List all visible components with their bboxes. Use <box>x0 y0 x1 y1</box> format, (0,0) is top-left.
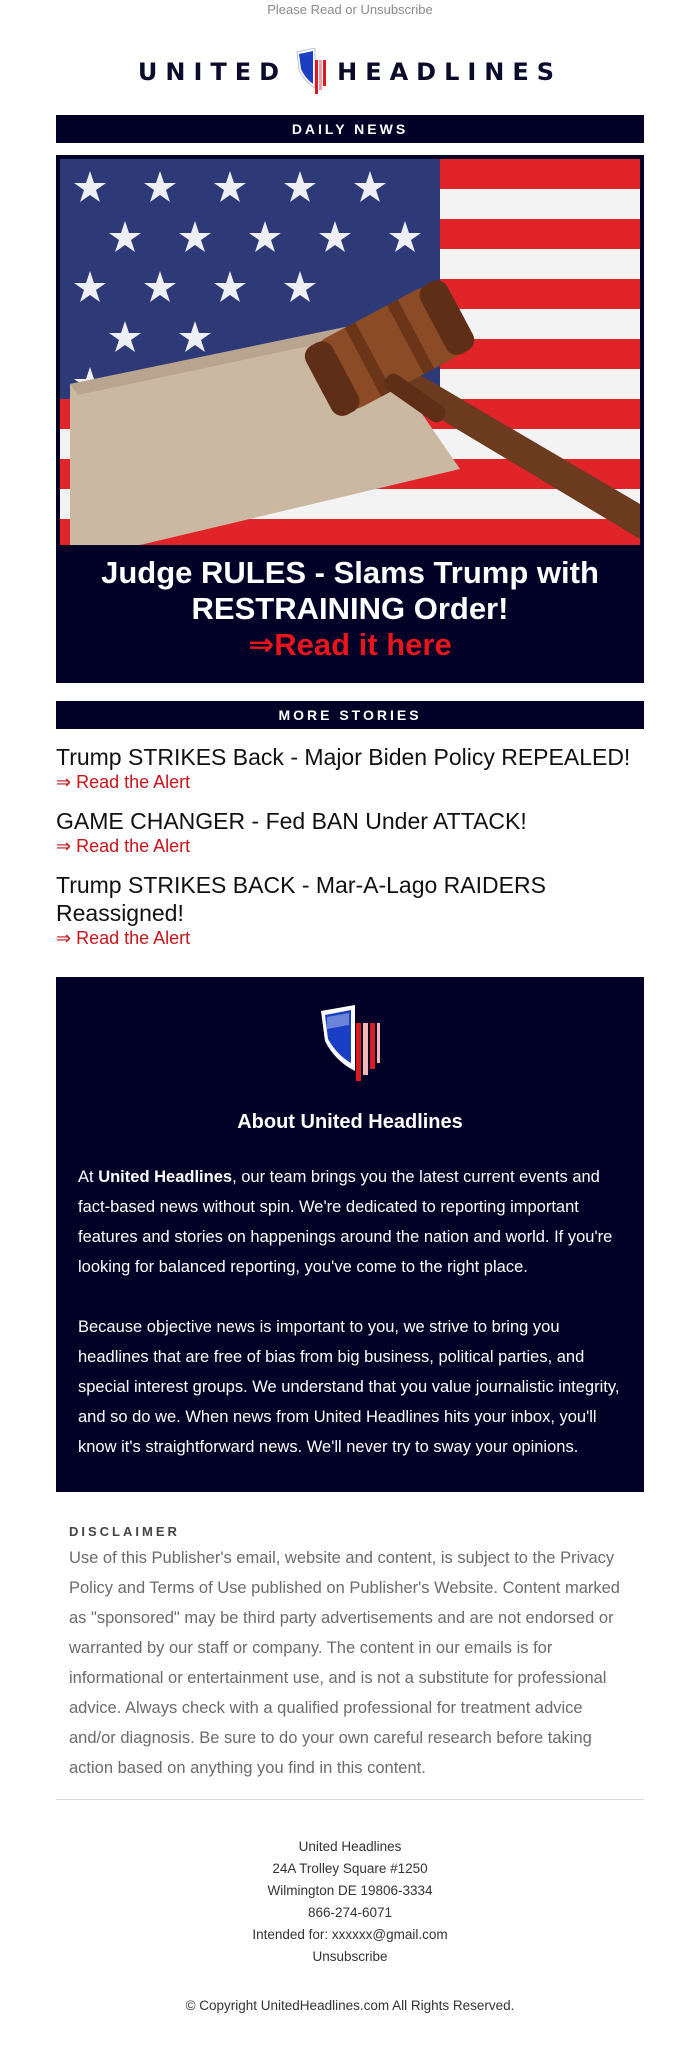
story-read-alert-link[interactable]: ⇒ Read the Alert <box>56 836 191 856</box>
logo-word-headlines: HEADLINES <box>337 58 563 86</box>
story-item[interactable] <box>56 871 644 949</box>
story-item[interactable] <box>56 743 644 793</box>
logo-word-united: UNITED <box>137 58 288 86</box>
disclaimer-section <box>56 1492 644 1799</box>
about-brand-bold: United Headlines <box>98 1168 233 1186</box>
about-text: , our team brings you the latest current events and fact-based news without spin. We're dedicated to reporting important features and stories on happenings around the nation and world. If you're looking for balanced reporting, you've come to the right place. <box>78 1168 613 1276</box>
story-read-alert-link[interactable]: ⇒ Read the Alert <box>56 772 191 792</box>
hero-story[interactable] <box>56 155 644 683</box>
disclaimer-heading: DISCLAIMER <box>69 1524 180 1539</box>
footer-unsubscribe-link[interactable]: Unsubscribe <box>312 1949 388 1964</box>
footer-address-line-2: Wilmington DE 19806-3334 <box>267 1883 433 1898</box>
about-paragraph-1 <box>78 1162 622 1282</box>
footer <box>56 1800 644 1968</box>
flag-gavel-image[interactable] <box>60 159 640 545</box>
main-content <box>56 115 644 2033</box>
story-item[interactable] <box>56 807 644 857</box>
about-paragraph-2: Because objective news is important to you, we strive to bring you headlines that are free of bias from big business, political parties, and special interest groups. We understand that you value journalistic integrity, and so do we. When news from United Headlines hits your inbox, you'll know it's straightforward news. We'll never try to sway your opinions. <box>78 1318 620 1456</box>
shield-logo-icon <box>295 48 329 96</box>
footer-intended-for: Intended for: xxxxxx@gmail.com <box>252 1927 448 1942</box>
about-text: At <box>78 1168 99 1186</box>
footer-address-line-1: 24A Trolley Square #1250 <box>272 1861 428 1876</box>
about-logo <box>78 1005 622 1085</box>
daily-news-bar: DAILY NEWS <box>56 115 644 143</box>
footer-company: United Headlines <box>298 1839 402 1854</box>
disclaimer-body: Use of this Publisher's email, website and content, is subject to the Privacy Policy and Terms of Use published on Publisher's Website. Content marked as "sponsored" may be third party advertisements and are not endorsed or warranted by our staff or company. The content in our emails is for informational or entertainment use, and is not a substitute for professional advice. Always check with a qualified professional for treatment advice and/or diagnosis. Be sure to do your own careful research before taking action based on anything you find in this content. <box>69 1549 620 1777</box>
footer-phone: 866-274-6071 <box>307 1905 393 1920</box>
copyright: © Copyright UnitedHeadlines.com All Rights Reserved. <box>185 1998 515 2013</box>
preheader <box>0 0 700 22</box>
hero-headline[interactable]: Judge RULES - Slams Trump with RESTRAINING Order! <box>101 555 599 626</box>
story-headline[interactable]: GAME CHANGER - Fed BAN Under ATTACK! <box>56 808 527 834</box>
brand-logo[interactable] <box>0 37 700 107</box>
about-section <box>56 977 644 1492</box>
read-or-unsubscribe-link[interactable]: Please Read or Unsubscribe <box>267 2 433 17</box>
hero-read-link[interactable]: ⇒Read it here <box>248 627 452 662</box>
story-read-alert-link[interactable]: ⇒ Read the Alert <box>56 928 191 948</box>
story-headline[interactable]: Trump STRIKES BACK - Mar-A-Lago RAIDERS Reassigned! <box>56 872 546 926</box>
shield-logo-icon <box>319 1005 381 1085</box>
about-title: About United Headlines <box>237 1111 463 1133</box>
story-headline[interactable]: Trump STRIKES Back - Major Biden Policy REPEALED! <box>56 744 631 770</box>
more-stories-bar: MORE STORIES <box>56 701 644 729</box>
